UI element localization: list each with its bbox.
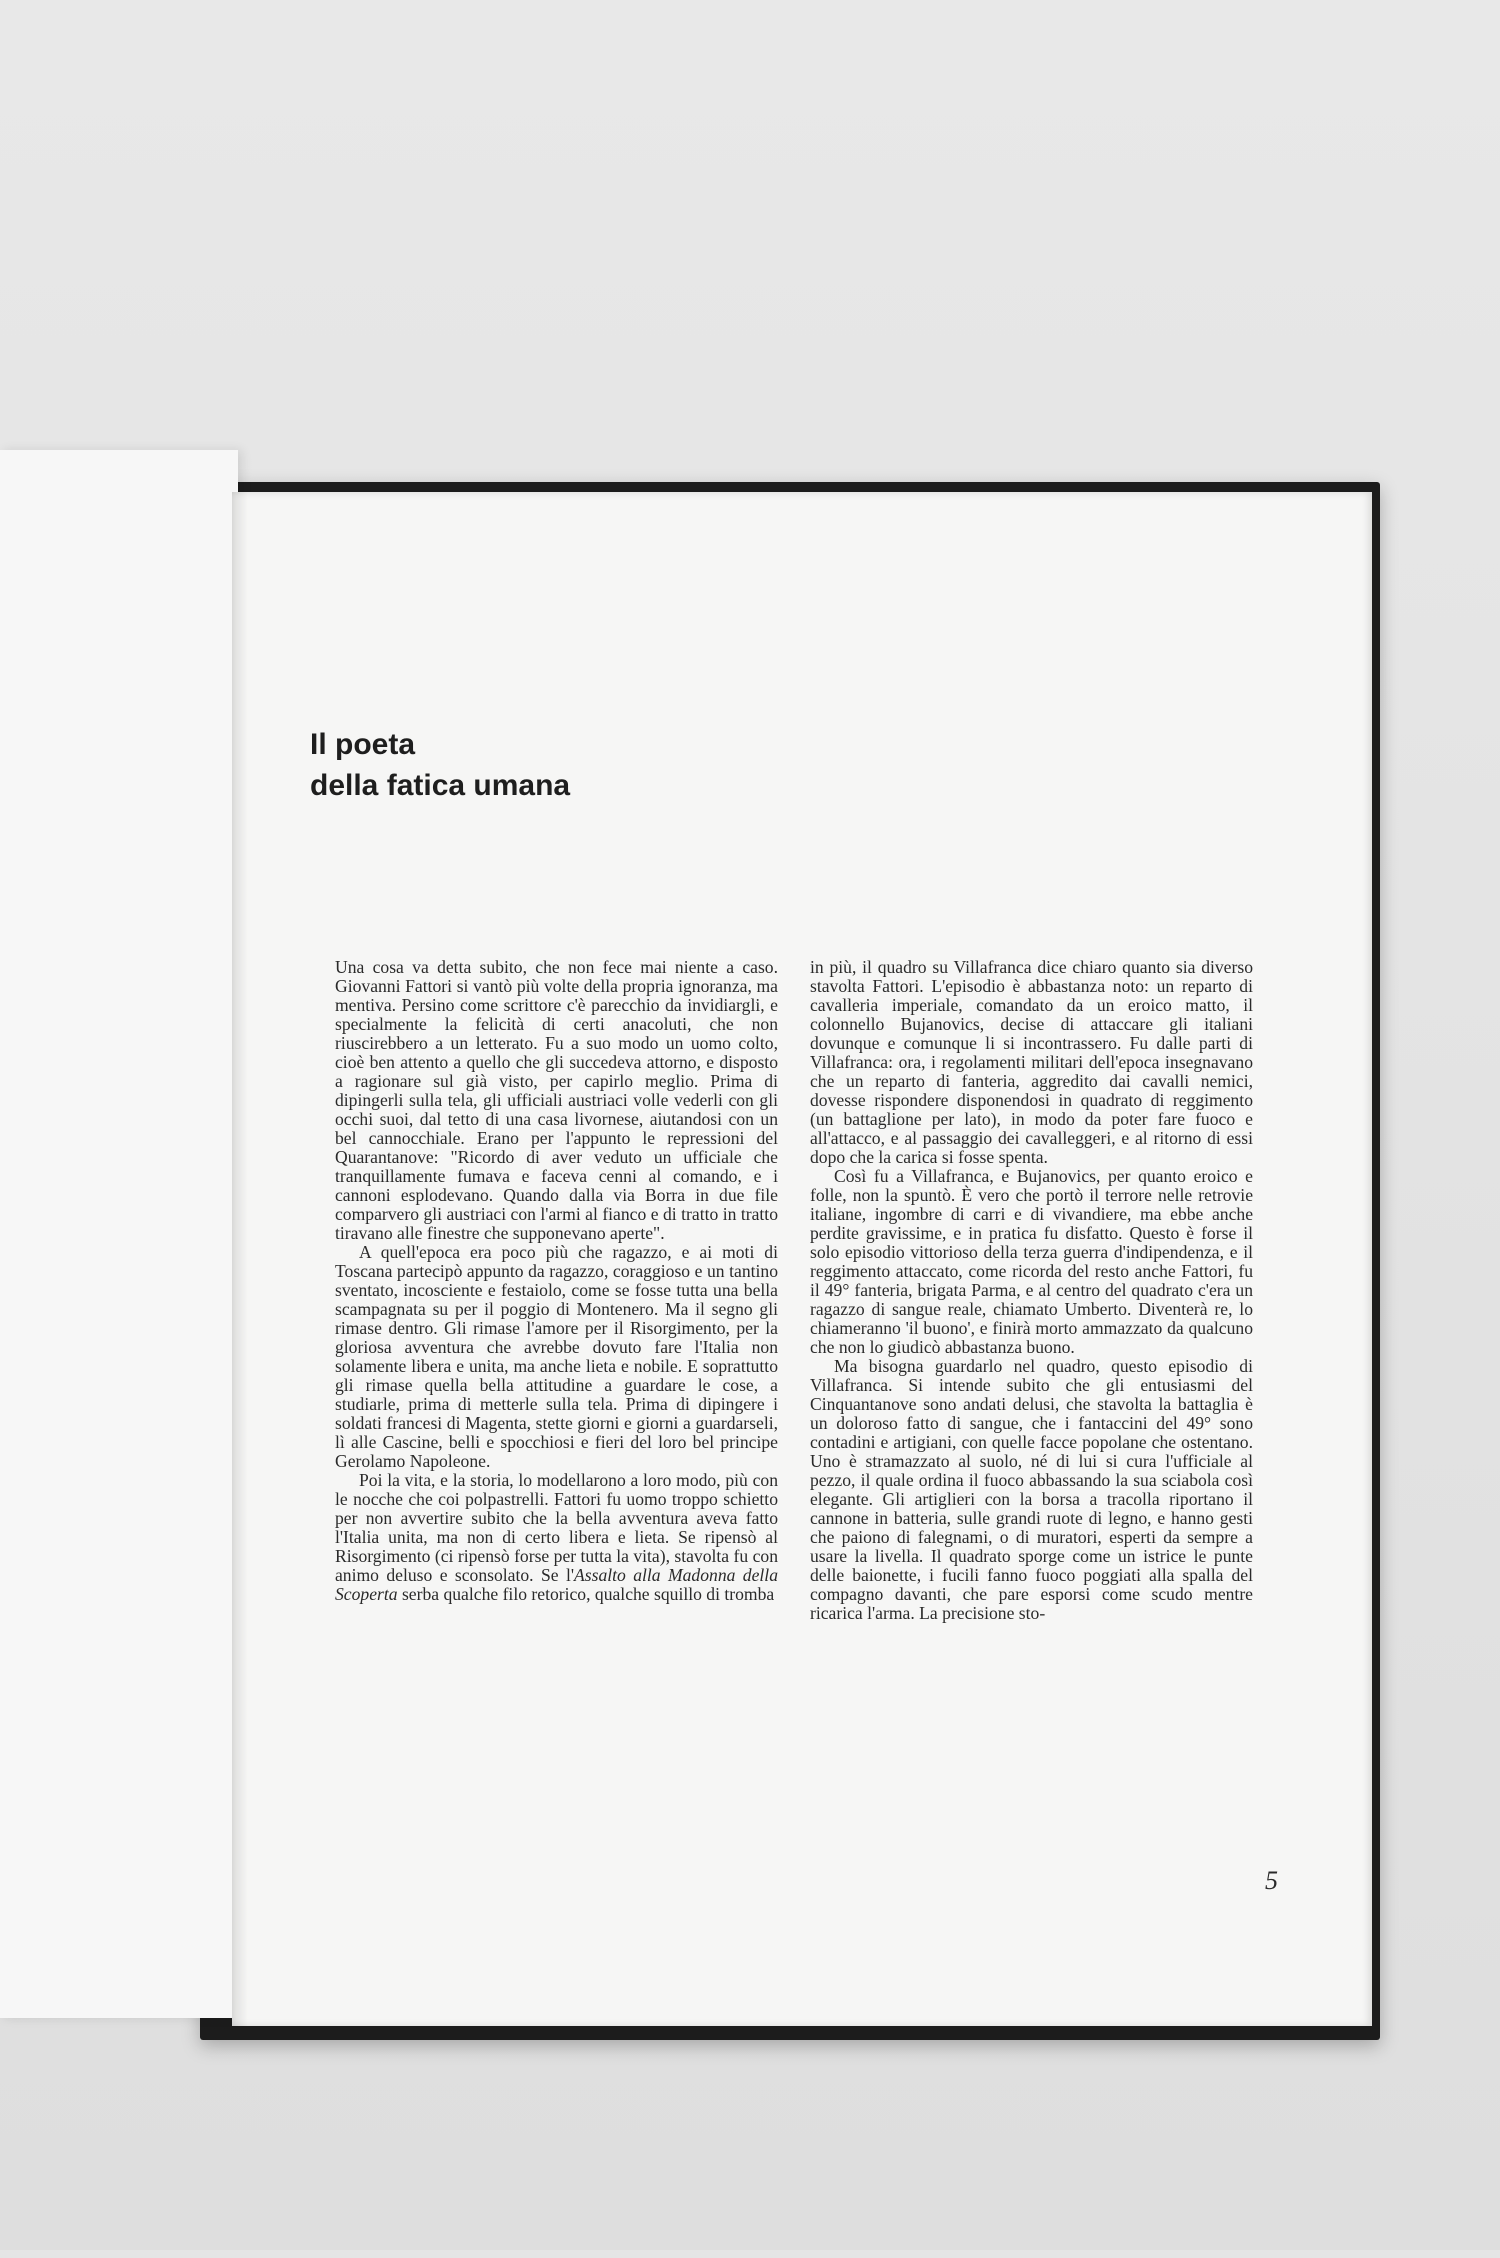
chapter-title bbox=[310, 724, 810, 806]
paragraph bbox=[335, 1471, 778, 1604]
page-gutter-shadow bbox=[232, 492, 248, 2026]
paragraph: Una cosa va detta subito, che non fece mai niente a caso. Giovanni Fattori si vantò più volte della propria ignoranza, ma mentiva. Persino come scrittore c'è parecchio da invidiargli, e specialmente la felicità di certi anacoluti, che non riuscirebbero a un letterato. Fu a suo modo un uomo colto, cioè ben attento a quello che gli succedeva attorno, e disposto a ragionare sul già visto, per capirlo meglio. Prima di dipingerli sulla tela, gli ufficiali austriaci volle vederli con gli occhi suoi, dal tetto di una casa livornese, aiutandosi con un bel cannocchiale. Erano per l'appunto le repressioni del Quarantanove: "Ricordo di aver veduto un ufficiale che tranquillamente fumava e faceva cenni al comando, e i cannoni esplodevano. Quando dalla via Borra in due file comparvero gli austriaci con l'armi al fianco e di tratto in tratto tiravano alle finestre che supponevano aperte". bbox=[335, 957, 778, 1243]
paragraph-text: serba qualche filo retorico, qualche squillo di tromba bbox=[397, 1584, 775, 1604]
paragraph: in più, il quadro su Villafranca dice chiaro quanto sia diverso stavolta Fattori. L'episodio è abbastanza noto: un reparto di cavalleria imperiale, comandato da un eroico matto, il colonnello Bujanovics, decise di attaccare gli italiani dovunque e comunque li si incontrassero. Fu dalle parti di Villafranca: ora, i regolamenti militari dell'epoca insegnavano che un reparto di fanteria, aggredito dai cavalli nemici, dovesse rispondere disponendosi in quadrato di reggimento (un battaglione per lato), in modo da poter fare fuoco e all'attacco, e al passaggio dei cavalleggeri, e al ritorno di essi dopo che la carica si fosse spenta. bbox=[810, 957, 1253, 1167]
artwork-title: Assalto alla Madonna della Scoperta bbox=[335, 1565, 778, 1604]
paragraph: A quell'epoca era poco più che ragazzo, e ai moti di Toscana partecipò appunto da ragazzo, coraggioso e un tantino sventato, incosciente e festaiolo, come se fosse tutta una bella scampagnata su per il poggio di Montenero. Ma il segno gli rimase dentro. Gli rimase l'amore per il Risorgimento, per la gloriosa avventura che avrebbe dovuto fare l'Italia non solamente libera e unita, ma anche lieta e nobile. E soprattutto gli rimase quella bella attitudine a guardare le cose, a studiarle, prima di metterle sulla tela. Prima di dipingere i soldati francesi di Magenta, stette giorni e giorni a guardarseli, lì alle Cascine, belli e spocchiosi e fieri del loro bel principe Gerolamo Napoleone. bbox=[335, 1242, 778, 1471]
text-column-right bbox=[810, 958, 1253, 2258]
paragraph: Così fu a Villafranca, e Bujanovics, per quanto eroico e folle, non la spuntò. È vero che portò il terrore nelle retrovie italiane, ingombre di carri e di vivandiere, ma ebbe anche perdite gravissime, e in pratica fu disfatto. Questo è forse il solo episodio vittorioso della terza guerra d'indipendenza, e il reggimento attaccato, come ricorda del resto anche Fattori, fu il 49° fanteria, brigata Parma, e al centro del quadrato c'era un ragazzo di sangue reale, chiamato Umberto. Diventerà re, lo chiameranno 'il buono', e finirà morto ammazzato da qualcuno che non lo giudicò abbastanza buono. bbox=[810, 1166, 1253, 1357]
page-number: 5 bbox=[1265, 1866, 1278, 1895]
text-column-left bbox=[335, 958, 778, 2258]
title-line-1: Il poeta bbox=[310, 728, 416, 761]
left-page bbox=[0, 450, 238, 2018]
paragraph: Ma bisogna guardarlo nel quadro, questo episodio di Villafranca. Si intende subito che gli entusiasmi del Cinquantanove sono andati delusi, che stavolta la battaglia è un doloroso fatto di sangue, che i fantaccini del 49° sono contadini e artigiani, con quelle facce popolane che ostentano. Uno è stramazzato al suolo, né di lui si cura l'ufficiale al pezzo, il quale ordina il fuoco abbassando la sua sciabola così elegante. Gli artiglieri con la borsa a tracolla riportano il cannone in batteria, sulle grandi ruote di legno, e hanno gesti che paiono di falegnami, o di muratori, esperti da sempre a usare la livella. Il quadrato sporge come un istrice le punte delle baionette, i fucili fanno fuoco poggiati alla spalla del compagno davanti, che pare esporsi come scudo mentre ricarica l'arma. La precisione sto- bbox=[810, 1356, 1253, 1623]
paragraph-text: Poi la vita, e la storia, lo modellarono a loro modo, più con le nocche che coi polpastrelli. Fattori fu uomo troppo schietto per non avvertire subito che la bella avventura aveva fatto l'Italia unita, ma non di certo libera e lieta. Se ripensò al Risorgimento (ci ripensò forse per tutta la vita), stavolta fu con animo deluso e sconsolato. Se l' bbox=[335, 1470, 778, 1585]
title-line-2: della fatica umana bbox=[310, 769, 571, 802]
